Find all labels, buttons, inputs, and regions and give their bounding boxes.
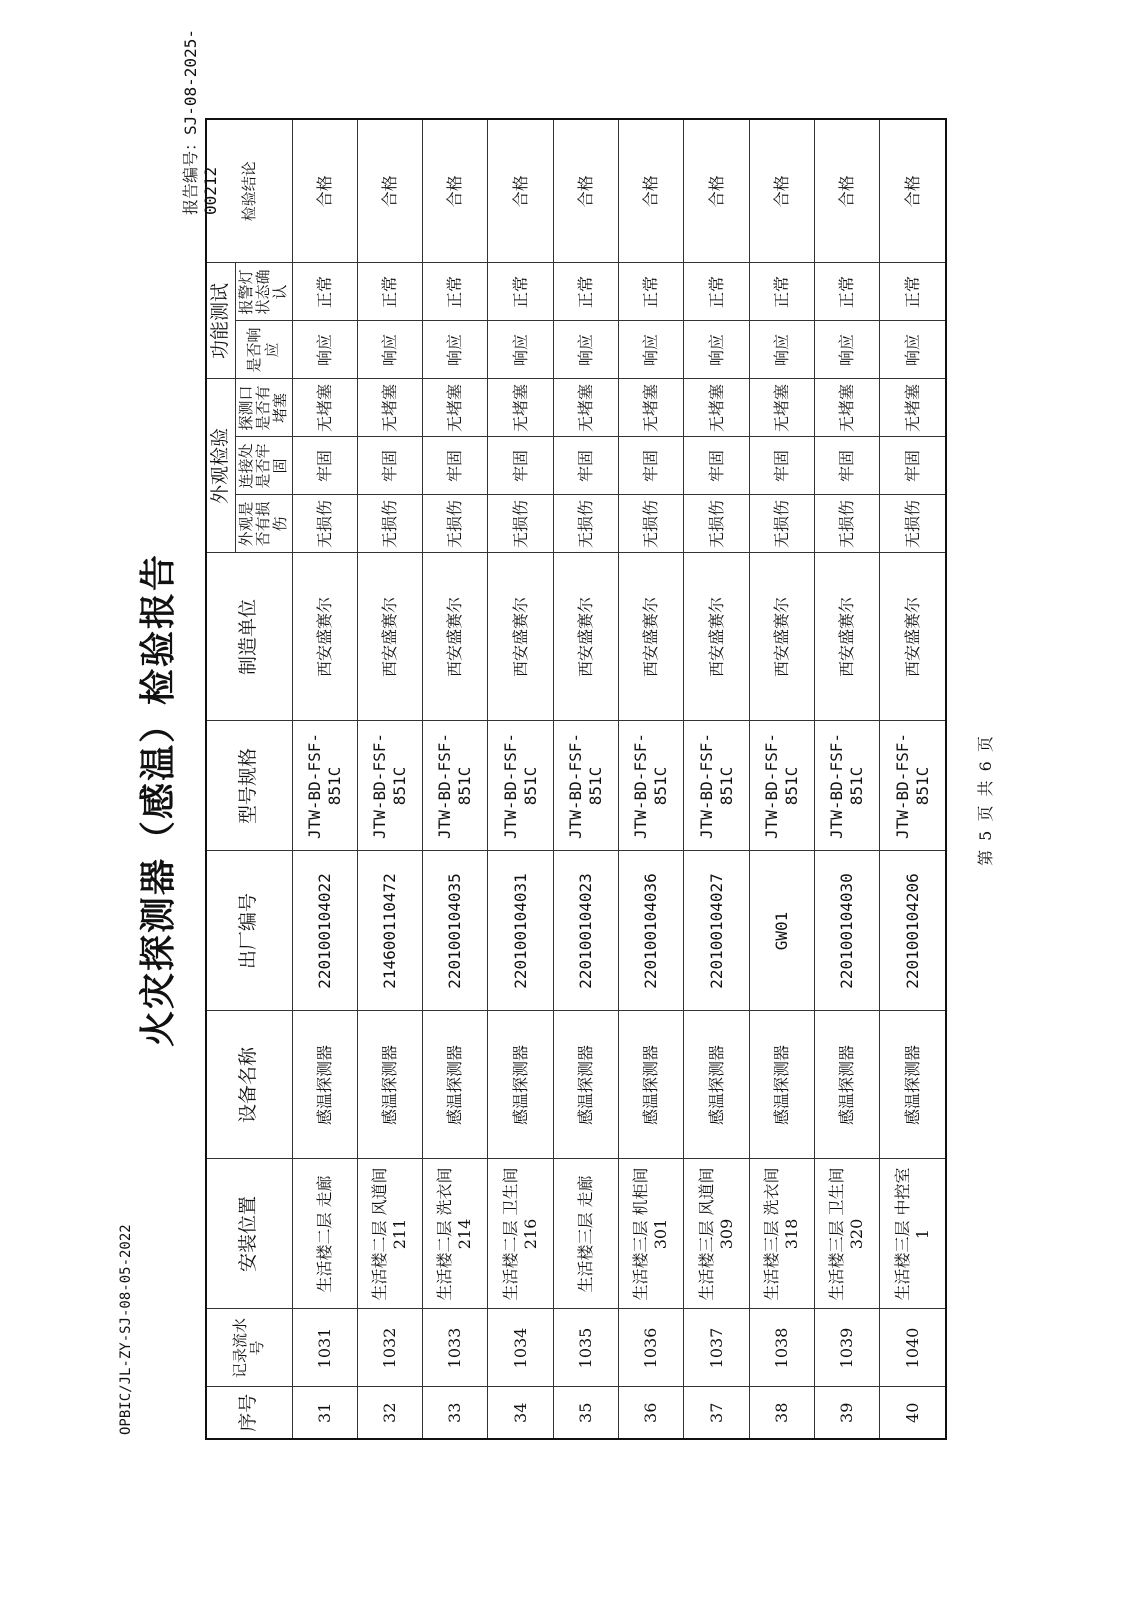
header-factory-no: 出厂编号 [206,851,292,1011]
cell-alarm-light: 正常 [684,263,749,321]
cell-location: 生活楼三层 中控室 1 [880,1159,946,1309]
header-appearance-group: 外观检验 [206,379,235,553]
cell-damage: 无损伤 [553,495,618,553]
cell-seq: 36 [619,1387,684,1439]
cell-factory-no: 220100104022 [292,851,357,1011]
cell-manufacturer: 西安盛赛尔 [488,553,553,721]
cell-damage: 无损伤 [880,495,946,553]
cell-alarm-light: 正常 [292,263,357,321]
cell-response: 响应 [423,321,488,379]
cell-alarm-light: 正常 [553,263,618,321]
form-code: OPBIC/JL-ZY-SJ-08-05-2022 [118,1224,134,1435]
cell-factory-no: 220100104023 [553,851,618,1011]
cell-manufacturer: 西安盛赛尔 [423,553,488,721]
cell-connection: 牢固 [292,437,357,495]
cell-device-name: 感温探测器 [749,1011,814,1159]
cell-device-name: 感温探测器 [553,1011,618,1159]
cell-model: JTW-BD-FSF-851C [292,721,357,851]
cell-damage: 无损伤 [488,495,553,553]
cell-connection: 牢固 [488,437,553,495]
cell-location: 生活楼二层 风道间 211 [357,1159,422,1309]
header-connection: 连接处是否牢固 [235,437,292,495]
table-row [553,119,618,1439]
header-response: 是否响应 [235,321,292,379]
cell-seq: 37 [684,1387,749,1439]
header-blockage: 探测口是否有堵塞 [235,379,292,437]
header-row-1 [206,119,235,1439]
cell-result: 合格 [423,119,488,263]
header-function-group: 功能测试 [206,263,235,379]
cell-connection: 牢固 [553,437,618,495]
cell-response: 响应 [553,321,618,379]
cell-result: 合格 [553,119,618,263]
cell-damage: 无损伤 [423,495,488,553]
cell-model: JTW-BD-FSF-851C [749,721,814,851]
cell-model: JTW-BD-FSF-851C [815,721,880,851]
cell-response: 响应 [619,321,684,379]
cell-record: 1040 [880,1309,946,1387]
cell-blockage: 无堵塞 [488,379,553,437]
table-row [357,119,422,1439]
cell-device-name: 感温探测器 [423,1011,488,1159]
cell-manufacturer: 西安盛赛尔 [815,553,880,721]
cell-record: 1039 [815,1309,880,1387]
cell-connection: 牢固 [815,437,880,495]
cell-device-name: 感温探测器 [684,1011,749,1159]
cell-location: 生活楼二层 卫生间 216 [488,1159,553,1309]
cell-alarm-light: 正常 [880,263,946,321]
inspection-table [205,118,947,1440]
cell-damage: 无损伤 [292,495,357,553]
cell-manufacturer: 西安盛赛尔 [357,553,422,721]
cell-seq: 38 [749,1387,814,1439]
cell-seq: 31 [292,1387,357,1439]
cell-model: JTW-BD-FSF-851C [488,721,553,851]
cell-record: 1036 [619,1309,684,1387]
cell-blockage: 无堵塞 [815,379,880,437]
table-row [749,119,814,1439]
cell-factory-no: 220100104035 [423,851,488,1011]
cell-result: 合格 [488,119,553,263]
cell-seq: 39 [815,1387,880,1439]
cell-blockage: 无堵塞 [553,379,618,437]
cell-response: 响应 [684,321,749,379]
cell-device-name: 感温探测器 [815,1011,880,1159]
cell-record: 1032 [357,1309,422,1387]
table-row [292,119,357,1439]
cell-record: 1038 [749,1309,814,1387]
cell-seq: 32 [357,1387,422,1439]
cell-blockage: 无堵塞 [619,379,684,437]
report-number: 报告编号：SJ-08-2025-00212 [181,29,220,215]
cell-factory-no: 220100104206 [880,851,946,1011]
cell-response: 响应 [488,321,553,379]
header-appearance-damage: 外观是否有损伤 [235,495,292,553]
cell-manufacturer: 西安盛赛尔 [880,553,946,721]
cell-damage: 无损伤 [815,495,880,553]
cell-location: 生活楼三层 机柜间 301 [619,1159,684,1309]
cell-result: 合格 [815,119,880,263]
cell-blockage: 无堵塞 [292,379,357,437]
cell-manufacturer: 西安盛赛尔 [749,553,814,721]
cell-connection: 牢固 [880,437,946,495]
cell-factory-no: 220100104027 [684,851,749,1011]
cell-damage: 无损伤 [684,495,749,553]
cell-manufacturer: 西安盛赛尔 [292,553,357,721]
cell-location: 生活楼三层 卫生间 320 [815,1159,880,1309]
cell-seq: 34 [488,1387,553,1439]
cell-factory-no: 220100104031 [488,851,553,1011]
cell-device-name: 感温探测器 [292,1011,357,1159]
cell-factory-no: 220100104030 [815,851,880,1011]
cell-alarm-light: 正常 [423,263,488,321]
cell-model: JTW-BD-FSF-851C [619,721,684,851]
cell-response: 响应 [815,321,880,379]
cell-device-name: 感温探测器 [357,1011,422,1159]
cell-blockage: 无堵塞 [880,379,946,437]
cell-seq: 33 [423,1387,488,1439]
cell-connection: 牢固 [423,437,488,495]
page-number: 第 5 页 共 6 页 [976,734,995,866]
cell-seq: 35 [553,1387,618,1439]
cell-response: 响应 [357,321,422,379]
cell-connection: 牢固 [749,437,814,495]
table-row [423,119,488,1439]
cell-result: 合格 [749,119,814,263]
cell-location: 生活楼二层 洗衣间 214 [423,1159,488,1309]
cell-blockage: 无堵塞 [423,379,488,437]
cell-result: 合格 [292,119,357,263]
cell-model: JTW-BD-FSF-851C [880,721,946,851]
cell-device-name: 感温探测器 [880,1011,946,1159]
cell-response: 响应 [749,321,814,379]
cell-location: 生活楼二层 走廊 [292,1159,357,1309]
cell-result: 合格 [619,119,684,263]
header-alarm-light: 报警灯状态确认 [235,263,292,321]
cell-connection: 牢固 [619,437,684,495]
table-row [488,119,553,1439]
cell-result: 合格 [357,119,422,263]
header-model: 型号规格 [206,721,292,851]
cell-damage: 无损伤 [619,495,684,553]
cell-model: JTW-BD-FSF-851C [423,721,488,851]
cell-result: 合格 [880,119,946,263]
cell-record: 1037 [684,1309,749,1387]
cell-factory-no: 214600110472 [357,851,422,1011]
cell-alarm-light: 正常 [815,263,880,321]
cell-record: 1033 [423,1309,488,1387]
cell-model: JTW-BD-FSF-851C [684,721,749,851]
cell-connection: 牢固 [357,437,422,495]
table-row [684,119,749,1439]
table-row [815,119,880,1439]
cell-model: JTW-BD-FSF-851C [357,721,422,851]
cell-alarm-light: 正常 [357,263,422,321]
table-row [619,119,684,1439]
cell-factory-no: 220100104036 [619,851,684,1011]
cell-model: JTW-BD-FSF-851C [553,721,618,851]
cell-connection: 牢固 [684,437,749,495]
cell-blockage: 无堵塞 [357,379,422,437]
cell-damage: 无损伤 [749,495,814,553]
cell-alarm-light: 正常 [749,263,814,321]
cell-record: 1035 [553,1309,618,1387]
report-title: 火灾探测器（感温）检验报告 [137,553,179,1048]
header-location: 安装位置 [206,1159,292,1309]
cell-device-name: 感温探测器 [619,1011,684,1159]
cell-factory-no: GW01 [749,851,814,1011]
cell-blockage: 无堵塞 [749,379,814,437]
cell-manufacturer: 西安盛赛尔 [684,553,749,721]
cell-blockage: 无堵塞 [684,379,749,437]
header-record-no: 记录流水号 [206,1309,292,1387]
header-conclusion: 检验结论 [206,119,292,263]
cell-alarm-light: 正常 [488,263,553,321]
cell-damage: 无损伤 [357,495,422,553]
cell-location: 生活楼三层 洗衣间 318 [749,1159,814,1309]
cell-location: 生活楼三层 走廊 [553,1159,618,1309]
cell-manufacturer: 西安盛赛尔 [553,553,618,721]
cell-seq: 40 [880,1387,946,1439]
cell-result: 合格 [684,119,749,263]
cell-record: 1031 [292,1309,357,1387]
cell-manufacturer: 西安盛赛尔 [619,553,684,721]
cell-location: 生活楼三层 风道间 309 [684,1159,749,1309]
cell-alarm-light: 正常 [619,263,684,321]
table-row [880,119,946,1439]
cell-response: 响应 [292,321,357,379]
header-seq: 序号 [206,1387,292,1439]
header-device-name: 设备名称 [206,1011,292,1159]
cell-response: 响应 [880,321,946,379]
cell-device-name: 感温探测器 [488,1011,553,1159]
cell-record: 1034 [488,1309,553,1387]
header-manufacturer: 制造单位 [206,553,292,721]
